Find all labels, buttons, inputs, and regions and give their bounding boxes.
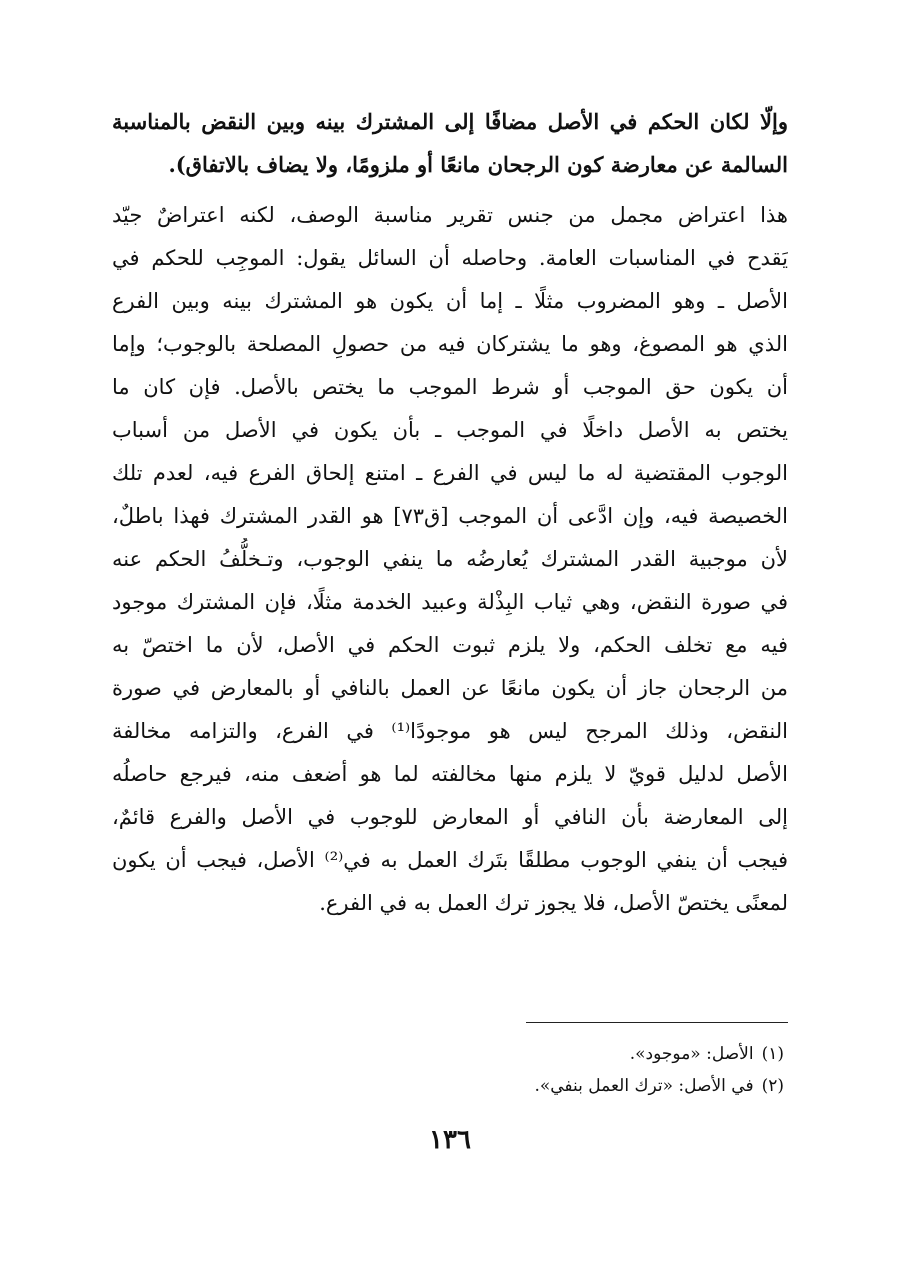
paragraph-line: الذي هو المصوغ، وهو ما يشتركان فيه من حصولِ المصلحة بالوجوب؛ وإما: [112, 332, 788, 356]
quote-line: السالمة عن معارضة كون الرجحان مانعًا أو ملزومًا، ولا يضاف بالاتفاق).: [168, 152, 788, 177]
page-number: ١٣٦: [429, 1125, 471, 1155]
footnotes: [534, 1038, 784, 1102]
paragraph-line: الأصل لدليل قويّ لا يلزم منها مخالفته لما هو أضعف منه، فيرجع حاصلُه: [112, 762, 788, 786]
quoted-text-block: [112, 100, 788, 186]
paragraph-line: لأن موجبية القدر المشترك يُعارضُه ما ينفي الوجوب، وتـخلُّفُ الحكم عنه: [112, 547, 788, 571]
paragraph-line: من الرجحان جاز أن يكون مانعًا عن العمل بالنافي أو بالمعارض في صورة: [112, 676, 788, 700]
footnote-text: في الأصل: «ترك العمل بنفي».: [534, 1076, 754, 1096]
quote-line: وإلّا لكان الحكم في الأصل مضافًا إلى المشترك بينه وبين النقض بالمناسبة: [112, 109, 788, 134]
footnote-marker: (٢): [761, 1076, 784, 1096]
footnote-2: [534, 1070, 784, 1102]
paragraph-line: يختص به الأصل داخلًا في الموجب ـ بأن يكون في الأصل من أسباب: [112, 418, 788, 442]
paragraph-line: الأصل ـ وهو المضروب مثلًا ـ إما أن يكون هو المشترك بينه وبين الفرع: [112, 289, 788, 313]
paragraph-line: فيه مع تخلف الحكم، ولا يلزم ثبوت الحكم في الأصل، لأن ما اختصّ به: [112, 633, 788, 657]
footnote-text: الأصل: «موجود».: [629, 1044, 754, 1064]
footnote-marker: (١): [761, 1044, 784, 1064]
paragraph-line: فيجب أن ينفي الوجوب مطلقًا بتَرك العمل به في⁽²⁾ الأصل، فيجب أن يكون: [112, 848, 788, 872]
paragraph-line: النقض، وذلك المرجح ليس هو موجودًا⁽¹⁾ في الفرع، والتزامه مخالفة: [112, 719, 788, 743]
page-body: [112, 100, 788, 925]
main-paragraph: [112, 194, 788, 925]
paragraph-line: في صورة النقض، وهي ثياب البِذْلة وعبيد الخدمة مثلًا، فإن المشترك موجود: [112, 590, 788, 614]
paragraph-line: أن يكون حق الموجب أو شرط الموجب ما يختص بالأصل. فإن كان ما: [112, 375, 788, 399]
paragraph-line: إلى المعارضة بأن النافي أو المعارض للوجوب في الأصل والفرع قائمٌ،: [112, 805, 788, 829]
footnote-divider: [526, 1022, 788, 1023]
paragraph-line: يَقدح في المناسبات العامة. وحاصله أن السائل يقول: الموجِب للحكم في: [112, 246, 788, 270]
paragraph-line: الخصيصة فيه، وإن ادَّعى أن الموجب [ق٧٣] هو القدر المشترك فهذا باطلٌ،: [112, 504, 788, 528]
paragraph-line: هذا اعتراض مجمل من جنس تقرير مناسبة الوصف، لكنه اعتراضٌ جيّد: [112, 203, 788, 227]
paragraph-line: الوجوب المقتضية له ما ليس في الفرع ـ امتنع إلحاق الفرع فيه، لعدم تلك: [112, 461, 788, 485]
paragraph-line: لمعنًى يختصّ الأصل، فلا يجوز ترك العمل به في الفرع.: [319, 891, 788, 915]
footnote-1: [534, 1038, 784, 1070]
